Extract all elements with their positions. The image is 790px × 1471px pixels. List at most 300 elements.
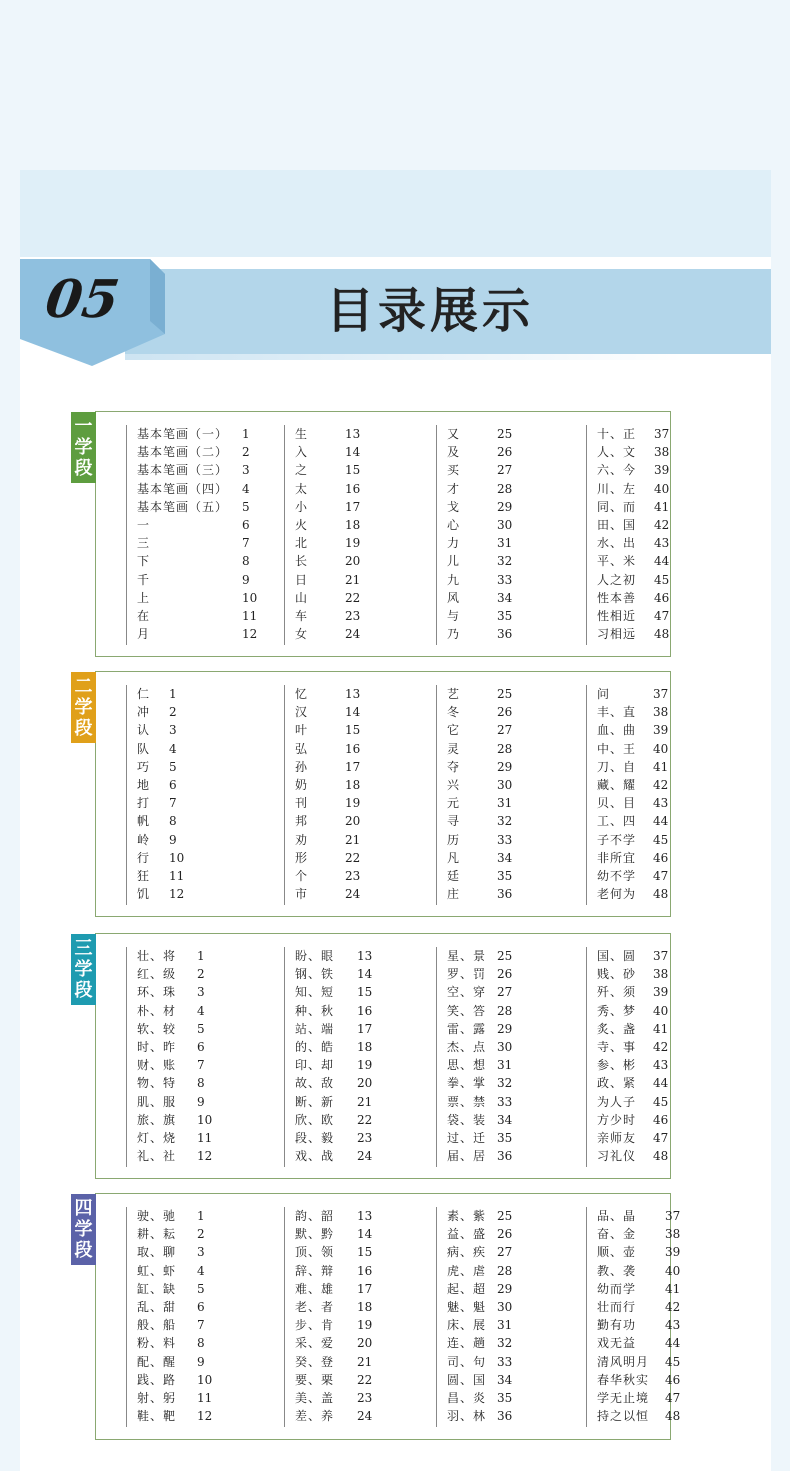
lesson-name: 虹、虾	[137, 1263, 177, 1278]
page-number: 15	[345, 463, 361, 478]
lesson-name: 病、疾	[447, 1245, 487, 1260]
lesson-name: 为人子	[597, 1094, 637, 1109]
lesson-name: 奋、金	[597, 1227, 637, 1242]
page-number: 17	[345, 499, 361, 514]
top-band	[20, 170, 771, 257]
page-number: 47	[665, 1391, 681, 1405]
lesson-name: 笑、答	[447, 1003, 487, 1018]
lesson-name: 歼、须	[597, 985, 637, 1000]
entry-column	[284, 425, 361, 645]
lesson-name: 鞋、靶	[137, 1409, 177, 1424]
page-number: 41	[654, 499, 670, 514]
page-number: 16	[345, 481, 361, 496]
lesson-name: 过、迁	[447, 1131, 487, 1145]
lesson-name: 车	[295, 609, 309, 623]
page-number: 32	[497, 1336, 513, 1351]
page-number: 10	[169, 850, 185, 865]
page-number: 41	[653, 759, 669, 774]
lesson-name: 礼、社	[137, 1149, 177, 1164]
page-number: 38	[665, 1227, 681, 1242]
lesson-name: 拳、掌	[447, 1076, 487, 1091]
lesson-name: 太	[295, 481, 309, 496]
page-number: 34	[497, 1372, 513, 1387]
page-number: 2	[169, 705, 177, 720]
page-title: 目录展示	[325, 283, 534, 339]
lesson-name: 寻	[447, 814, 461, 829]
section-block	[74, 1193, 681, 1440]
page-number: 37	[654, 427, 670, 441]
lesson-name: 灵	[447, 741, 461, 756]
lesson-name: 印、却	[295, 1058, 335, 1073]
lesson-name: 春华秋实	[597, 1372, 650, 1387]
lesson-name: 性本善	[597, 590, 637, 605]
page-number: 32	[497, 1076, 513, 1091]
page-number: 32	[497, 554, 513, 569]
page-number: 11	[197, 1131, 213, 1145]
entry-column	[284, 1207, 373, 1427]
lesson-name: 又	[447, 427, 461, 441]
page-number: 12	[197, 1409, 213, 1424]
lesson-name: 贱、砂	[597, 967, 637, 982]
entry-column	[126, 425, 258, 645]
lesson-name: 连、趟	[447, 1336, 487, 1351]
page-number: 5	[242, 499, 250, 514]
lesson-name: 杰、点	[447, 1040, 487, 1054]
lesson-name: 肌、服	[137, 1094, 177, 1109]
lesson-name: 基本笔画（五）	[137, 499, 229, 514]
lesson-name: 中、王	[597, 741, 637, 756]
lesson-name: 九	[447, 572, 461, 587]
lesson-name: 之	[295, 463, 309, 478]
page-number: 38	[653, 967, 669, 982]
page-number: 5	[169, 759, 177, 774]
lesson-name: 子不学	[597, 832, 637, 847]
page-number: 41	[653, 1021, 669, 1036]
lesson-name: 冲	[137, 705, 151, 720]
page-number: 28	[497, 1263, 513, 1278]
page-number: 13	[345, 687, 361, 701]
lesson-name: 基本笔画（三）	[137, 463, 229, 478]
entry-column	[586, 685, 669, 905]
lesson-name: 清风明月	[597, 1354, 650, 1369]
lesson-name: 同、而	[597, 499, 637, 514]
lesson-name: 寺、事	[597, 1040, 637, 1054]
page-number: 44	[665, 1336, 681, 1351]
page-number: 10	[197, 1372, 213, 1387]
lesson-name: 刊	[295, 796, 309, 811]
lesson-name: 冬	[447, 705, 461, 720]
page-number: 27	[497, 463, 513, 478]
page-number: 36	[497, 1409, 513, 1424]
lesson-name: 参、彬	[597, 1058, 637, 1073]
lesson-name: 戏无益	[597, 1336, 637, 1351]
lesson-name: 问	[597, 687, 611, 701]
lesson-name: 工、四	[597, 814, 637, 829]
lesson-name: 夺	[447, 759, 461, 774]
lesson-name: 灯、烧	[137, 1131, 177, 1145]
page-number: 10	[197, 1112, 213, 1127]
page-number: 39	[653, 985, 669, 1000]
lesson-name: 贝、目	[597, 796, 637, 811]
lesson-name: 差、养	[295, 1409, 335, 1424]
page-number: 4	[169, 741, 177, 756]
page-number: 17	[357, 1281, 373, 1296]
page-number: 42	[665, 1300, 681, 1314]
page-number: 28	[497, 481, 513, 496]
page-number: 19	[345, 536, 361, 551]
lesson-name: 幼而学	[597, 1281, 637, 1296]
page-number: 4	[197, 1263, 205, 1278]
page-number: 37	[653, 687, 669, 701]
lesson-name: 性相近	[597, 609, 637, 623]
lesson-name: 袋、装	[447, 1112, 487, 1127]
page-number: 44	[654, 554, 670, 569]
page-number: 38	[653, 705, 669, 720]
page-number: 14	[357, 1227, 373, 1242]
page-number: 34	[497, 590, 513, 605]
page-number: 23	[357, 1391, 373, 1405]
page-number: 3	[242, 463, 250, 478]
lesson-name: 狂	[137, 869, 151, 883]
page-number: 21	[345, 832, 361, 847]
lesson-name: 步、肯	[295, 1318, 335, 1333]
lesson-name: 司、句	[447, 1354, 487, 1369]
lesson-name: 韵、韶	[295, 1209, 335, 1223]
page-number: 48	[653, 887, 669, 902]
page-number: 25	[497, 949, 513, 963]
page-number: 1	[197, 949, 205, 963]
page-number: 40	[653, 1003, 669, 1018]
page-number: 47	[653, 869, 669, 883]
lesson-name: 平、米	[597, 554, 637, 569]
lesson-name: 思、想	[447, 1058, 487, 1073]
lesson-name: 罗、罚	[447, 967, 487, 982]
page-number: 33	[497, 572, 513, 587]
lesson-name: 品、晶	[597, 1209, 637, 1223]
page-number: 9	[197, 1094, 205, 1109]
lesson-name: 炙、盏	[597, 1021, 637, 1036]
lesson-name: 与	[447, 609, 461, 623]
lesson-name: 星、景	[447, 949, 487, 963]
page-number: 4	[197, 1003, 205, 1018]
page-number: 19	[357, 1058, 373, 1073]
page-number: 40	[653, 741, 669, 756]
lesson-name: 壮而行	[597, 1300, 637, 1314]
lesson-name: 买	[447, 463, 461, 478]
lesson-name: 朴、材	[137, 1003, 177, 1018]
lesson-name: 老、者	[295, 1300, 335, 1314]
lesson-name: 入	[295, 445, 309, 460]
lesson-name: 粉、料	[137, 1336, 177, 1351]
lesson-name: 饥	[137, 887, 151, 902]
page-number: 28	[497, 1003, 513, 1018]
lesson-name: 三	[137, 536, 151, 551]
lesson-name: 的、皓	[295, 1040, 335, 1054]
page-number: 19	[345, 796, 361, 811]
page-number: 30	[497, 1040, 513, 1054]
lesson-name: 羽、林	[447, 1409, 487, 1424]
lesson-name: 学无止境	[597, 1391, 650, 1405]
page-number: 24	[345, 627, 361, 642]
page-number: 35	[497, 1391, 513, 1405]
lesson-name: 长	[295, 554, 309, 569]
lesson-name: 水、出	[597, 536, 637, 551]
page-number: 22	[357, 1372, 373, 1387]
lesson-name: 火	[295, 518, 309, 532]
lesson-name: 射、躬	[137, 1391, 177, 1405]
page-number: 1	[169, 687, 177, 701]
page-number: 7	[169, 796, 177, 811]
page-number: 3	[197, 1245, 205, 1260]
entry-column	[586, 947, 669, 1167]
lesson-name: 时、昨	[137, 1040, 177, 1054]
page-number: 37	[653, 949, 669, 963]
page-number: 12	[197, 1149, 213, 1164]
page-number: 18	[357, 1040, 373, 1054]
page-number: 25	[497, 687, 513, 701]
page-number: 26	[497, 705, 513, 720]
lesson-name: 在	[137, 609, 151, 623]
entry-column	[284, 947, 373, 1167]
page-number: 34	[497, 850, 513, 865]
page-number: 35	[497, 1131, 513, 1145]
lesson-name: 旅、旗	[137, 1112, 177, 1127]
page-number: 3	[169, 723, 177, 738]
page-number: 5	[197, 1021, 205, 1036]
lesson-name: 下	[137, 554, 151, 569]
page-number: 7	[197, 1318, 205, 1333]
page-number: 14	[357, 967, 373, 982]
lesson-name: 环、珠	[137, 985, 177, 1000]
lesson-name: 艺	[447, 687, 461, 701]
lesson-name: 戈	[447, 499, 461, 514]
lesson-name: 历	[447, 832, 461, 847]
lesson-name: 乃	[447, 627, 461, 642]
lesson-name: 千	[137, 572, 151, 587]
lesson-name: 魅、魁	[447, 1300, 487, 1314]
lesson-name: 美、盖	[295, 1391, 335, 1405]
section-number-badge	[20, 259, 165, 366]
page-number: 39	[653, 723, 669, 738]
lesson-name: 打	[137, 796, 151, 811]
lesson-name: 践、路	[137, 1372, 177, 1387]
page-number: 30	[497, 1300, 513, 1314]
page-number: 33	[497, 832, 513, 847]
lesson-name: 月	[137, 627, 151, 642]
lesson-name: 奶	[295, 778, 309, 792]
page-number: 46	[653, 1112, 669, 1127]
lesson-name: 非所宜	[597, 850, 637, 865]
page-number: 27	[497, 985, 513, 1000]
page-number: 2	[242, 445, 250, 460]
lesson-name: 巧	[137, 759, 151, 774]
lesson-name: 丰、直	[597, 705, 637, 720]
page-number: 26	[497, 967, 513, 982]
lesson-name: 财、账	[137, 1058, 177, 1073]
page-number: 36	[497, 887, 513, 902]
lesson-name: 队	[137, 741, 151, 756]
page-number: 34	[497, 1112, 513, 1127]
lesson-name: 红、级	[137, 967, 177, 982]
lesson-name: 人、文	[597, 445, 637, 460]
lesson-name: 廷	[447, 869, 461, 883]
lesson-name: 方少时	[597, 1112, 637, 1127]
lesson-name: 取、聊	[137, 1245, 177, 1260]
lesson-name: 基本笔画（二）	[137, 445, 229, 460]
lesson-name: 采、爱	[295, 1336, 335, 1351]
page-number: 37	[665, 1209, 681, 1223]
lesson-name: 山	[295, 590, 309, 605]
lesson-name: 兴	[447, 778, 461, 792]
lesson-name: 血、曲	[597, 723, 637, 738]
page-number: 7	[242, 536, 250, 551]
lesson-name: 起、超	[447, 1281, 487, 1296]
lesson-name: 默、黔	[295, 1227, 335, 1242]
section-block	[74, 933, 671, 1179]
entry-column	[586, 1207, 681, 1427]
page-number: 13	[345, 427, 361, 441]
lesson-name: 断、新	[295, 1094, 335, 1109]
lesson-name: 故、敌	[295, 1076, 335, 1091]
lesson-name: 个	[295, 869, 309, 883]
page-number: 39	[654, 463, 670, 478]
lesson-name: 虎、虐	[447, 1263, 487, 1278]
lesson-name: 习相远	[597, 627, 637, 642]
lesson-name: 习礼仪	[597, 1149, 637, 1164]
page-number: 4	[242, 481, 250, 496]
page-number: 8	[197, 1076, 205, 1091]
lesson-name: 顶、领	[295, 1245, 335, 1260]
page-number: 42	[653, 1040, 669, 1054]
page-number: 31	[497, 796, 513, 811]
lesson-name: 段、毅	[295, 1131, 335, 1145]
page-number: 20	[345, 554, 361, 569]
lesson-name: 上	[137, 590, 151, 605]
lesson-name: 壮、将	[137, 949, 177, 963]
lesson-name: 小	[295, 499, 309, 514]
lesson-name: 才	[447, 481, 461, 496]
lesson-name: 风	[447, 590, 461, 605]
page-number: 6	[197, 1300, 205, 1314]
page-number: 47	[653, 1131, 669, 1145]
entry-column	[126, 947, 213, 1167]
lesson-name: 乱、甜	[137, 1300, 177, 1314]
lesson-name: 帆	[137, 814, 151, 829]
lesson-name: 认	[137, 723, 151, 738]
page-number: 45	[654, 572, 670, 587]
lesson-name: 庄	[447, 887, 461, 902]
page-number: 17	[345, 759, 361, 774]
page-number: 23	[345, 609, 361, 623]
page-number: 6	[242, 518, 250, 532]
page-number: 22	[357, 1112, 373, 1127]
lesson-name: 欣、欧	[295, 1112, 335, 1127]
page-number: 32	[497, 814, 513, 829]
page-number: 25	[497, 427, 513, 441]
page-number: 13	[357, 1209, 373, 1223]
page-number: 15	[345, 723, 361, 738]
page-number: 10	[242, 590, 258, 605]
page-number: 43	[654, 536, 670, 551]
page-number: 35	[497, 609, 513, 623]
page-number: 8	[169, 814, 177, 829]
lesson-name: 盼、眼	[295, 949, 335, 963]
lesson-name: 市	[295, 887, 309, 902]
lesson-name: 基本笔画（一）	[137, 427, 229, 441]
page-number: 46	[653, 850, 669, 865]
lesson-name: 岭	[137, 832, 151, 847]
page-number: 35	[497, 869, 513, 883]
page-number: 29	[497, 499, 513, 514]
entry-column	[586, 425, 670, 645]
page-number: 16	[345, 741, 361, 756]
page-number: 45	[653, 832, 669, 847]
lesson-name: 十、正	[597, 427, 637, 441]
lesson-name: 勤有功	[597, 1318, 637, 1333]
page-number: 24	[357, 1409, 373, 1424]
page-number: 22	[345, 590, 361, 605]
page-number: 36	[497, 1149, 513, 1164]
lesson-name: 一	[137, 518, 151, 532]
lesson-name: 国、圆	[597, 949, 637, 963]
page-number: 11	[242, 609, 258, 623]
page-number: 20	[357, 1336, 373, 1351]
page-number: 29	[497, 759, 513, 774]
lesson-name: 形	[295, 850, 309, 865]
lesson-name: 配、醒	[137, 1354, 177, 1369]
lesson-name: 行	[137, 850, 151, 865]
page-number: 9	[197, 1354, 205, 1369]
lesson-name: 圆、国	[447, 1372, 487, 1387]
lesson-name: 亲师友	[597, 1131, 637, 1145]
page-number: 33	[497, 1354, 513, 1369]
page-number: 45	[653, 1094, 669, 1109]
entry-column	[436, 947, 513, 1167]
page-number: 24	[345, 887, 361, 902]
lesson-name: 地	[137, 778, 151, 792]
entry-column	[436, 1207, 513, 1427]
lesson-name: 田、国	[597, 518, 637, 532]
page-number: 26	[497, 1227, 513, 1242]
entry-column	[436, 685, 513, 905]
lesson-name: 种、秋	[295, 1003, 335, 1018]
page-number: 39	[665, 1245, 681, 1260]
lesson-name: 忆	[295, 687, 309, 701]
page-number: 18	[345, 778, 361, 792]
lesson-name: 要、栗	[295, 1372, 335, 1387]
lesson-name: 元	[447, 796, 461, 811]
page-number: 28	[497, 741, 513, 756]
lesson-name: 心	[447, 518, 461, 532]
lesson-name: 日	[295, 572, 309, 587]
page-number: 3	[197, 985, 205, 1000]
section-block	[74, 671, 671, 917]
lesson-name: 顺、壶	[597, 1245, 637, 1260]
page-number: 9	[169, 832, 177, 847]
page-number: 33	[497, 1094, 513, 1109]
lesson-name: 软、较	[137, 1021, 177, 1036]
lesson-name: 儿	[447, 554, 461, 569]
lesson-name: 难、雄	[295, 1281, 335, 1296]
page-number: 9	[242, 572, 250, 587]
page-number: 16	[357, 1003, 373, 1018]
entry-column	[126, 685, 185, 905]
entry-column	[126, 1207, 213, 1427]
page-number: 27	[497, 1245, 513, 1260]
page-number: 11	[169, 869, 185, 883]
page-number: 14	[345, 705, 361, 720]
lesson-name: 川、左	[597, 481, 637, 496]
